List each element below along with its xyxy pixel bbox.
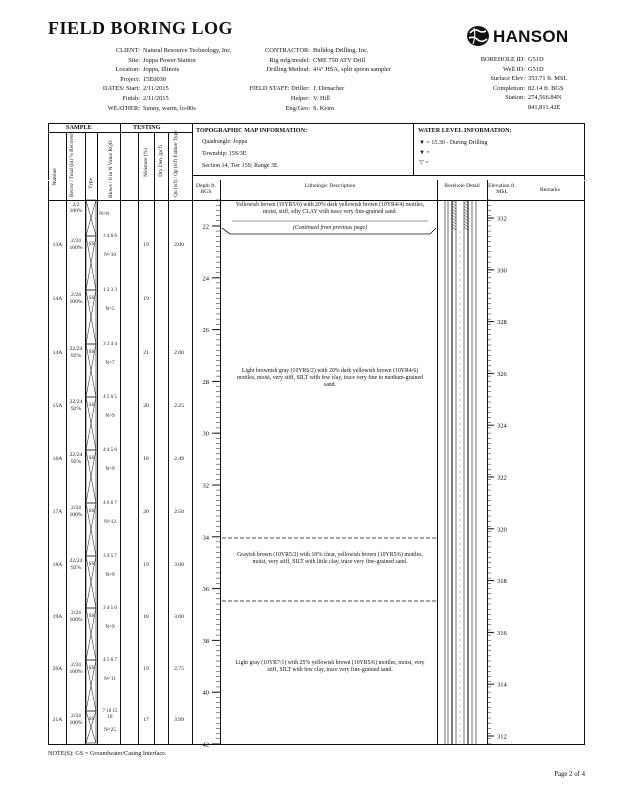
filter-pack-dot	[460, 400, 461, 401]
header-value: Joppa Power Station	[143, 56, 196, 64]
sample-recovery: 22/24	[69, 558, 83, 564]
filter-pack-dot	[460, 346, 461, 347]
filter-pack-dot	[460, 514, 461, 515]
col-blows-header: Blows / 6 in N Value RQD	[108, 140, 114, 198]
depth-tick-label: 38	[202, 637, 209, 645]
topo-township: Township: 15S/3E	[202, 151, 247, 157]
lithology-desc-2: Light brownish gray (10YR6/2) with 20% dark yellowish brown (10YR4/6) mottles, moist, very stiff, SILT with few clay, trace very fine to medium-grained sand.	[237, 368, 423, 389]
elev-tick-label: 324	[497, 422, 507, 430]
sample-recovery: 22/24	[69, 346, 83, 352]
grout-hatch	[464, 200, 468, 203]
sample-number: 21A	[52, 717, 63, 723]
filter-pack-dot	[460, 436, 461, 437]
sample-number: 16A	[52, 456, 63, 462]
sample-qu: 2.00	[174, 242, 184, 248]
sample-nvalue: N=11	[104, 676, 116, 682]
sample-recovery-pct: 92%	[70, 565, 82, 571]
filter-pack-dot	[460, 292, 461, 293]
sample-number: 14A	[52, 350, 63, 356]
filter-pack-dot	[460, 508, 461, 509]
sample-blows: 4 5 6 5	[103, 395, 117, 400]
grout-hatch	[452, 200, 456, 203]
notes: NOTE(S): GS = Groundwater/Casing Interface.	[48, 750, 167, 757]
grout-hatch	[452, 206, 456, 209]
header-key: FIELD STAFF: Driller:	[249, 85, 310, 93]
filter-pack-dot	[460, 442, 461, 443]
sample-type: SS	[88, 717, 95, 722]
sample-recovery-pct: 92%	[70, 459, 82, 465]
header-value: Joppa, Illinois	[143, 66, 180, 74]
filter-pack-dot	[460, 448, 461, 449]
filter-pack-dot	[460, 334, 461, 335]
filter-pack-dot	[460, 310, 461, 311]
sample-blows: 3 3 4 4	[103, 342, 117, 347]
filter-pack-dot	[460, 550, 461, 551]
sample-nvalue: N=9	[105, 624, 115, 630]
col-lithology-header: Lithologic Description	[304, 183, 356, 189]
filter-pack-dot	[460, 694, 461, 695]
sample-type: SS	[88, 509, 95, 514]
filter-pack-dot	[460, 658, 461, 659]
col-moisture-header: Moisture (%)	[143, 148, 149, 177]
grout-hatch	[452, 227, 456, 230]
header-key: Station:	[505, 94, 525, 102]
grout-hatch	[464, 206, 468, 209]
col-elevation-header: Elevation ft. MSL	[488, 183, 516, 196]
col-type-header: Type	[88, 178, 94, 189]
grout-hatch	[452, 215, 456, 218]
filter-pack-dot	[460, 262, 461, 263]
sample-blows: 4 5 6 7	[103, 658, 117, 663]
lithology-desc-3: Grayish brown (10YR5/2) with 10% clear, yellowish brown (10YR5/6) mottles, moist, very stiff, SILT with little clay, trace very fine-grained sand.	[237, 552, 423, 566]
sample-type: SS	[88, 296, 95, 301]
sample-row	[48, 290, 192, 320]
filter-pack-dot	[460, 532, 461, 533]
filter-pack-dot	[460, 670, 461, 671]
elev-tick-label: 322	[497, 474, 507, 482]
filter-pack-dot	[460, 244, 461, 245]
filter-pack-dot	[460, 700, 461, 701]
header-key: Completion:	[493, 84, 525, 92]
sample-blows: 3 4 5 7	[103, 554, 117, 559]
filter-pack-dot	[460, 622, 461, 623]
filter-pack-dot	[460, 496, 461, 497]
filter-pack-dot	[460, 616, 461, 617]
sample-number: 18A	[52, 562, 63, 568]
sample-qu: 3.00	[174, 562, 184, 568]
filter-pack-dot	[460, 340, 461, 341]
filter-pack-dot	[460, 490, 461, 491]
filter-pack-dot	[460, 472, 461, 473]
sample-type: SS	[88, 350, 95, 355]
grout-hatch	[452, 221, 456, 224]
sample-qu: 2.49	[174, 456, 184, 462]
filter-pack-dot	[460, 484, 461, 485]
water-level-text: =	[426, 150, 430, 156]
col-number-header: Number	[52, 168, 58, 186]
sample-row	[48, 344, 192, 374]
filter-pack-dot	[460, 322, 461, 323]
sample-recovery-pct: 100%	[69, 669, 83, 675]
filter-pack-dot	[460, 406, 461, 407]
header-value: 274,566.84N	[528, 94, 562, 102]
grout-hatch	[464, 215, 468, 218]
depth-tick-label: 34	[202, 534, 209, 542]
header-key: Finish:	[122, 94, 140, 102]
filter-pack-dot	[460, 376, 461, 377]
elev-tick-label: 318	[497, 578, 507, 586]
sample-type: SS	[88, 614, 95, 619]
lithology-continued: (Continued from previous page)	[292, 225, 368, 231]
header-key: Rig mfg/model:	[269, 56, 310, 64]
filter-pack-dot	[460, 718, 461, 719]
filter-pack-dot	[460, 640, 461, 641]
filter-pack-dot	[460, 382, 461, 383]
sample-recovery-pct: 100%	[69, 245, 83, 251]
sample-recovery: 22/24	[69, 399, 83, 405]
header-key: Surface Elev:	[490, 75, 525, 83]
sample-nvalue: N=9	[105, 572, 115, 578]
lithology-desc-4: Light gray (10YR7/1) with 25% yellowish brown (10YR5/6) mottles, moist, very stiff, SILT with few clay, trace very fine-grained sand.	[235, 660, 425, 674]
sample-number: 13A	[52, 242, 63, 248]
grout-hatch	[464, 212, 468, 215]
sample-recovery: 2/2	[72, 202, 80, 208]
filter-pack-dot	[460, 256, 461, 257]
sample-blows: 3 4 5 6	[103, 606, 117, 611]
filter-pack-dot	[460, 352, 461, 353]
header-key: Drilling Method:	[266, 66, 310, 74]
water-level-text: =	[425, 160, 429, 166]
sample-nvalue: N=25	[104, 727, 116, 733]
header-key: DATES: Start:	[102, 85, 140, 93]
filter-pack-dot	[460, 502, 461, 503]
filter-pack-dot	[460, 316, 461, 317]
water-level-marker-icon: ▼	[419, 150, 425, 156]
testing-section-title: TESTING	[133, 124, 161, 131]
col-borehole-header: Borehole Detail	[444, 183, 480, 189]
filter-pack-dot	[460, 424, 461, 425]
filter-pack-dot	[460, 364, 461, 365]
filter-pack-dot	[460, 562, 461, 563]
sample-recovery-pct: 100%	[69, 720, 83, 726]
filter-pack-dot	[460, 274, 461, 275]
depth-tick-label: 26	[202, 327, 209, 335]
sample-row	[48, 608, 192, 638]
sample-moisture: 20	[143, 509, 149, 515]
sample-type: SS	[88, 562, 95, 567]
header-key: Site:	[128, 56, 140, 64]
header-value: G51D	[528, 65, 544, 73]
sample-moisture: 19	[143, 666, 149, 672]
sample-moisture: 18	[143, 614, 149, 620]
sample-row	[48, 711, 192, 741]
filter-pack-dot	[460, 526, 461, 527]
filter-pack-dot	[460, 430, 461, 431]
brand-name: HANSON	[493, 27, 569, 46]
filter-pack-dot	[460, 304, 461, 305]
water-section-title: WATER LEVEL INFORMATION:	[418, 127, 512, 134]
filter-pack-dot	[460, 682, 461, 683]
filter-pack-dot	[460, 574, 461, 575]
filter-pack-dot	[460, 238, 461, 239]
elev-tick-label: 328	[497, 319, 507, 327]
topo-quadrangle: Quadrangle: Joppa	[202, 139, 248, 145]
filter-pack-dot	[460, 466, 461, 467]
sample-recovery-pct: 92%	[70, 353, 82, 359]
filter-pack-dot	[460, 676, 461, 677]
topo-section-title: TOPOGRAPHIC MAP INFORMATION:	[196, 127, 308, 134]
depth-tick-label: 28	[202, 378, 209, 386]
header-value: 4¼" HSA, split spoon sampler	[313, 66, 391, 74]
elev-tick-label: 332	[497, 215, 507, 223]
filter-pack-dot	[460, 634, 461, 635]
elev-tick-label: 316	[497, 629, 507, 637]
water-level-text: = 15.30 - During Drilling	[426, 140, 488, 146]
sample-number: 15A	[52, 403, 63, 409]
header-value: CME 750 ATV Drill	[313, 56, 366, 64]
sample-recovery: 2/24	[71, 610, 81, 616]
filter-pack-dot	[460, 418, 461, 419]
col-remarks-header: Remarks	[540, 187, 560, 193]
water-level-marker-icon: ▼	[419, 140, 425, 146]
depth-tick-label: 32	[202, 482, 209, 490]
filter-pack-dot	[460, 412, 461, 413]
sample-row	[48, 556, 192, 586]
header-value: Bulldog Drilling, Inc.	[313, 47, 369, 54]
header-value: 2/11/2015	[143, 85, 169, 93]
sample-number: 17A	[52, 509, 63, 515]
sample-recovery: 2/24	[71, 662, 81, 668]
header-value: S. Keim	[313, 104, 334, 112]
col-dryden-header: Dry Den. (pcf)	[158, 145, 164, 177]
header-key: CLIENT:	[115, 47, 140, 54]
header-value: G51D	[528, 56, 544, 63]
filter-pack-dot	[460, 394, 461, 395]
sample-blows: 4 6 6 7	[103, 501, 117, 506]
filter-pack-dot	[460, 610, 461, 611]
col-recovery-header: Recov / Total (in) % Recovery	[69, 131, 75, 197]
header-value: 15E0030	[143, 75, 167, 83]
filter-pack-dot	[460, 664, 461, 665]
sample-qu: 2.25	[174, 403, 184, 409]
sample-nvalue: N=10	[104, 252, 116, 258]
grout-hatch	[464, 221, 468, 224]
filter-pack-dot	[460, 736, 461, 737]
sample-type: SS	[88, 403, 95, 408]
sample-blows: 3 4 6 6	[103, 234, 117, 239]
header-value: 353.71 ft. MSL	[528, 75, 568, 83]
grout-hatch	[464, 203, 468, 206]
depth-tick-label: 40	[202, 689, 209, 697]
grout-hatch	[464, 218, 468, 221]
sample-recovery: 2/24	[71, 238, 81, 244]
depth-tick-label: 36	[202, 586, 209, 594]
grout-hatch	[452, 224, 456, 227]
sample-qu: 2.00	[174, 350, 184, 356]
header-value: Sunny, warm, lo-80s	[143, 104, 196, 112]
sample-type: SS	[88, 456, 95, 461]
filter-pack-dot	[460, 706, 461, 707]
page-number: Page 2 of 4	[554, 771, 585, 778]
elev-tick-label: 320	[497, 526, 507, 534]
depth-tick-label: 24	[202, 275, 209, 283]
sample-recovery-pct: 100%	[69, 512, 83, 518]
sample-row	[48, 397, 192, 427]
sample-nvalue: N=9	[105, 466, 115, 472]
filter-pack-dot	[460, 478, 461, 479]
sample-qu: 3.99	[174, 717, 184, 723]
grout-hatch	[464, 227, 468, 230]
header-key: BOREHOLE ID:	[480, 56, 525, 63]
filter-pack-dot	[460, 460, 461, 461]
filter-pack-dot	[460, 454, 461, 455]
sample-moisture: 19	[143, 562, 149, 568]
filter-pack-dot	[460, 628, 461, 629]
sample-qu: 2.50	[174, 509, 184, 515]
filter-pack-dot	[460, 604, 461, 605]
header-value: 841,811.42E	[528, 103, 561, 111]
filter-pack-dot	[460, 586, 461, 587]
sample-number: 19A	[52, 614, 63, 620]
sample-nvalue: N=12	[104, 519, 116, 525]
elev-tick-label: 312	[497, 733, 507, 741]
sample-blows: 1 2 3 3	[103, 288, 117, 293]
sample-row	[48, 660, 192, 690]
sample-row	[48, 450, 192, 480]
sample-moisture: 21	[143, 350, 149, 356]
elev-tick-label: 330	[497, 267, 507, 275]
filter-pack-dot	[460, 592, 461, 593]
sample-recovery-pct: 100%	[69, 299, 83, 305]
sample-row	[48, 503, 192, 533]
sample-row	[48, 236, 192, 266]
grout-hatch	[464, 209, 468, 212]
sample-recovery: 2/24	[71, 292, 81, 298]
filter-pack-dot	[460, 358, 461, 359]
sample-moisture: 17	[143, 717, 149, 723]
filter-pack-dot	[460, 520, 461, 521]
grout-hatch	[464, 224, 468, 227]
filter-pack-dot	[460, 280, 461, 281]
filter-pack-dot	[460, 388, 461, 389]
depth-tick-label: 42	[202, 741, 209, 749]
sample-recovery: 2/24	[71, 505, 81, 511]
filter-pack-dot	[460, 286, 461, 287]
filter-pack-dot	[460, 598, 461, 599]
sample-blows: 4 4 5 6	[103, 448, 117, 453]
sample-recovery: 22/24	[69, 452, 83, 458]
water-level-marker-icon: ▽	[419, 160, 424, 166]
header-key: Location:	[115, 66, 140, 74]
sample-qu: 3.00	[174, 614, 184, 620]
header-value: 82.14 ft. BGS	[528, 84, 564, 92]
header-key: CONTRACTOR:	[265, 47, 310, 54]
sample-type: SS	[88, 242, 95, 247]
filter-pack-dot	[460, 544, 461, 545]
sample-recovery-pct: 100%	[69, 617, 83, 623]
sample-recovery: 2/24	[71, 713, 81, 719]
sample-nvalue: N=7	[105, 360, 115, 366]
header-value: J. Dirnacher	[313, 85, 345, 93]
filter-pack-dot	[460, 268, 461, 269]
sample-recovery-pct: 92%	[70, 406, 82, 412]
depth-tick-label: 22	[202, 223, 209, 231]
grout-hatch	[452, 218, 456, 221]
sample-moisture: 20	[143, 403, 149, 409]
filter-pack-dot	[460, 730, 461, 731]
elev-tick-label: 314	[497, 681, 507, 689]
header-value: 2/11/2015	[143, 94, 169, 102]
page-title: FIELD BORING LOG	[48, 18, 234, 38]
filter-pack-dot	[460, 568, 461, 569]
depth-tick-label: 30	[202, 430, 209, 438]
sample-qu: 2.75	[174, 666, 184, 672]
filter-pack-dot	[460, 652, 461, 653]
filter-pack-dot	[460, 646, 461, 647]
header-value: Natural Resource Technology, Inc.	[143, 47, 232, 54]
filter-pack-dot	[460, 688, 461, 689]
col-depth-header: Depth ft. BGS	[196, 183, 216, 196]
lithology-desc-1: Yellowish brown (10YR5/6) with 20% dark yellowish brown (10YR4/4) mottles, moist, stiff, silty CLAY with trace very fine-grained sand.	[235, 202, 425, 216]
sample-type: SS	[88, 666, 95, 671]
filter-pack-dot	[460, 538, 461, 539]
filter-pack-dot	[460, 250, 461, 251]
sample-nvalue: N=5	[105, 306, 115, 312]
filter-pack-dot	[460, 712, 461, 713]
filter-pack-dot	[460, 328, 461, 329]
grout-hatch	[452, 209, 456, 212]
filter-pack-dot	[460, 370, 461, 371]
sample-number: 20A	[52, 666, 63, 672]
header-key: WEATHER:	[107, 104, 140, 112]
filter-pack-dot	[460, 232, 461, 233]
header-key: Project:	[120, 75, 140, 83]
filter-pack-dot	[460, 556, 461, 557]
filter-pack-dot	[460, 298, 461, 299]
col-qu-header: Qu (tsf) / Qp (tsf) Failure Type	[173, 130, 179, 197]
header-key: Eng/Geo:	[285, 104, 310, 112]
filter-pack-dot	[460, 580, 461, 581]
sample-moisture: 19	[143, 242, 149, 248]
sample-nvalue: N=9	[105, 413, 115, 419]
sample-blows: 7 10 15 18	[102, 709, 118, 720]
topo-section: Section 14, Tier 15S; Range 3E	[202, 163, 278, 169]
grout-hatch	[452, 203, 456, 206]
sample-moisture: 19	[143, 296, 149, 302]
grout-hatch	[452, 212, 456, 215]
header-key: Well ID:	[502, 65, 525, 73]
sample-recovery-pct: 100%	[69, 208, 83, 214]
sample-moisture: 18	[143, 456, 149, 462]
filter-pack-dot	[460, 742, 461, 743]
filter-pack-dot	[460, 724, 461, 725]
sample-number: 14A	[52, 296, 63, 302]
header-value: V. Hill	[313, 94, 330, 102]
sample-section-title: SAMPLE	[66, 124, 92, 131]
sample-nvalue: N=8	[99, 211, 109, 217]
header-key: Helper:	[290, 94, 310, 102]
elev-tick-label: 326	[497, 370, 507, 378]
